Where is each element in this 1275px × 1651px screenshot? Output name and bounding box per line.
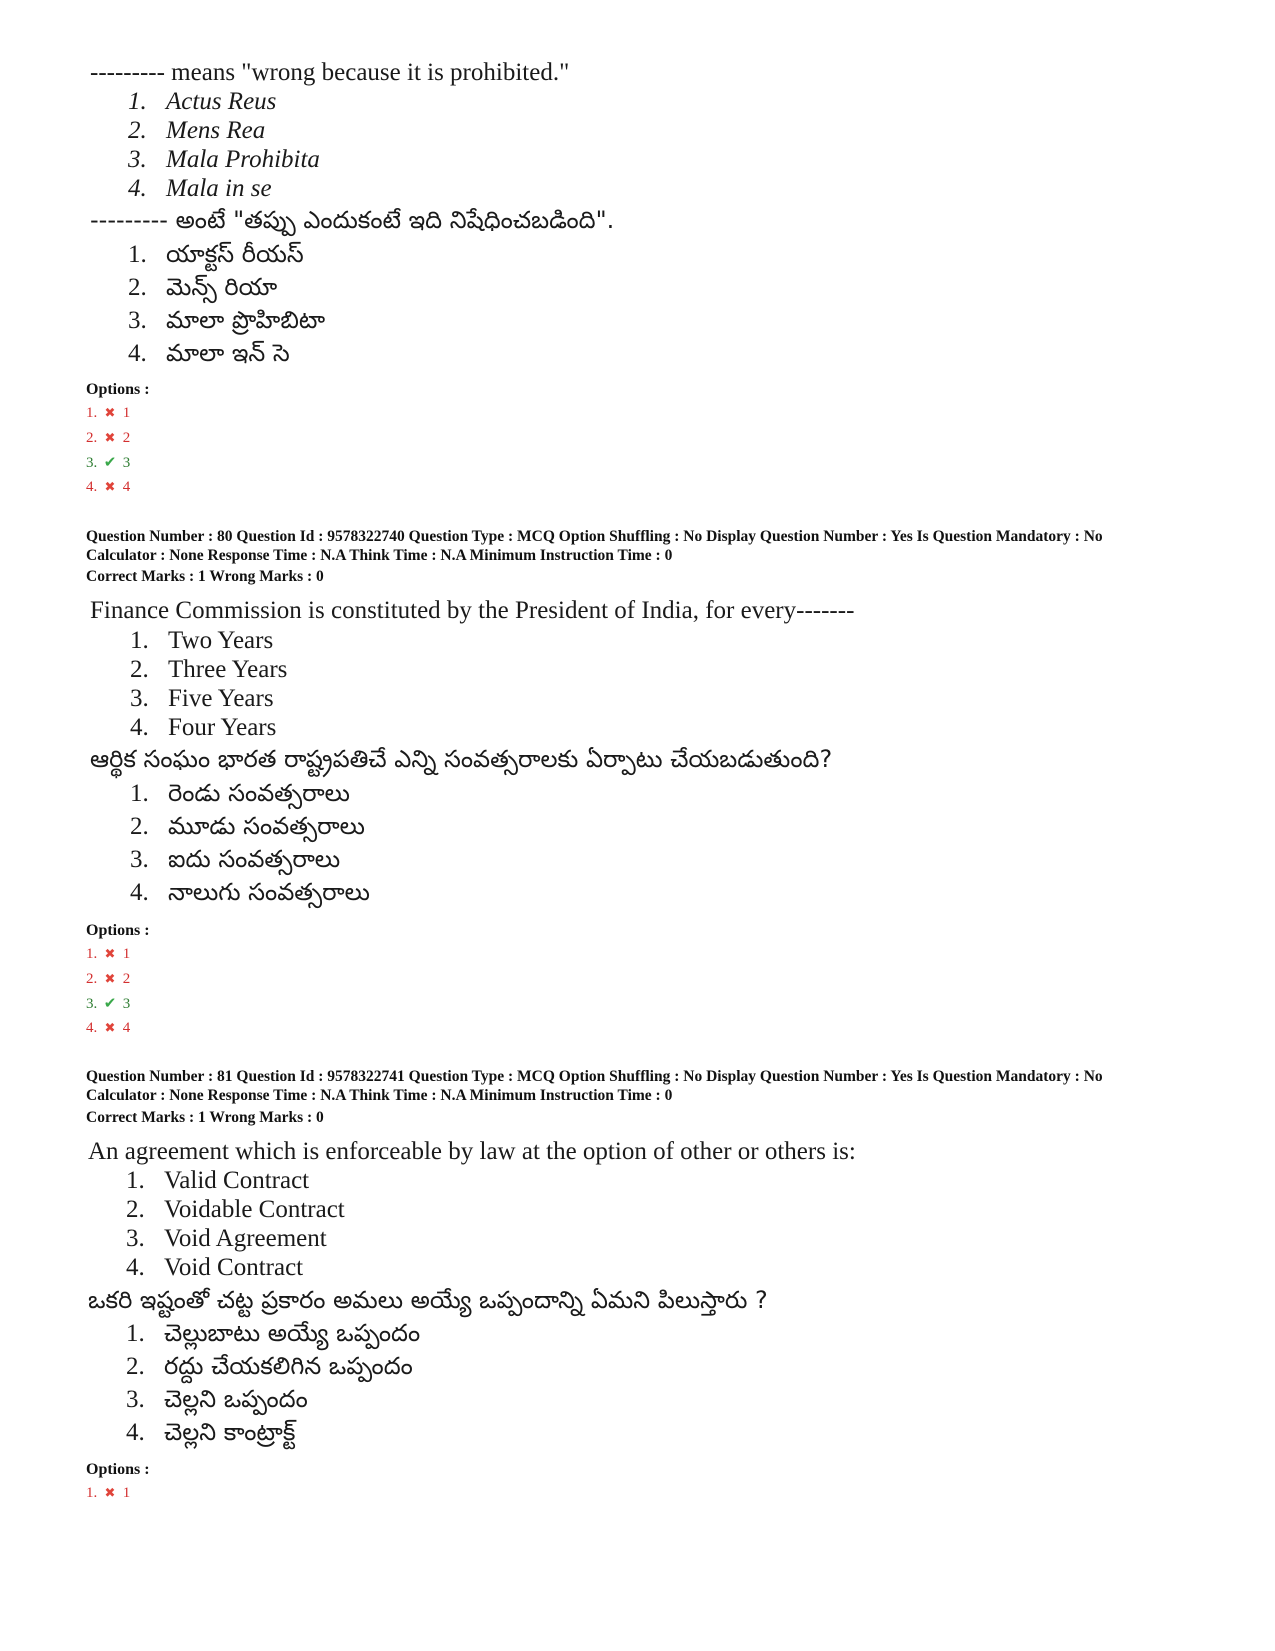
answer-option: 2. ✖ 2	[86, 967, 130, 992]
option-item: 4. Void Contract	[126, 1254, 304, 1281]
q80-telugu-question: ఆర్థిక సంఘం భారత రాష్ట్రపతిచే ఎన్ని సంవత్సరాలకు ఏర్పాటు చేయబడుతుంది?	[90, 745, 833, 773]
q81-telugu-options	[126, 1317, 420, 1449]
check-icon: ✔	[103, 994, 117, 1012]
option-item: 4. చెల్లని కాంట్రాక్ట్	[126, 1418, 296, 1446]
q79-answer-key	[86, 401, 130, 499]
answer-option: 3. ✔ 3	[86, 450, 130, 475]
option-item: 3. మాలా ప్రొహిబిటా	[128, 306, 326, 334]
q81-options-label: Options :	[86, 1461, 150, 1478]
option-item: 1. చెల్లుబాటు అయ్యే ఒప్పందం	[126, 1319, 421, 1347]
answer-option: 2. ✖ 2	[86, 426, 130, 451]
q81-english-options	[126, 1166, 345, 1282]
q80-english-question: Finance Commission is constituted by the President of India, for every-------	[90, 597, 855, 624]
answer-option: 1. ✖ 1	[86, 942, 130, 967]
option-item: 2. Mens Rea	[128, 117, 266, 144]
q79-telugu-options	[128, 238, 325, 370]
option-item: 3. Five Years	[130, 685, 274, 712]
q79-telugu-question: --------- అంటే "తప్పు ఎందుకంటే ఇది నిషేధించబడింది".	[90, 206, 615, 234]
cross-icon: ✖	[104, 1486, 116, 1501]
q80-telugu-options	[130, 777, 370, 909]
option-item: 2. రద్దు చేయకలిగిన ఒప్పందం	[126, 1352, 413, 1380]
q80-metadata: Question Number : 80 Question Id : 9578322740 Question Type : MCQ Option Shuffling : No Display Question Number : Yes Is Question Mandatory : No Calculator : None Response Time : N.A Think Time : N.A Minimum Instruction Time : 0	[86, 528, 1103, 564]
option-item: 4. Mala in se	[128, 175, 272, 202]
option-item: 1. Valid Contract	[126, 1167, 310, 1194]
q81-marks: Correct Marks : 1 Wrong Marks : 0	[86, 1109, 324, 1126]
answer-option: 4. ✖ 4	[86, 1016, 130, 1041]
q80-answer-key	[86, 942, 130, 1040]
q79-english-options	[128, 87, 320, 203]
cross-icon: ✖	[104, 406, 116, 421]
option-item: 3. Void Agreement	[126, 1225, 327, 1252]
q80-english-options	[130, 626, 287, 742]
q80-marks: Correct Marks : 1 Wrong Marks : 0	[86, 568, 324, 585]
q79-options-label: Options :	[86, 381, 150, 398]
option-item: 2. మెన్స్ రియా	[128, 273, 278, 301]
answer-option: 4. ✖ 4	[86, 475, 130, 500]
q81-metadata: Question Number : 81 Question Id : 9578322741 Question Type : MCQ Option Shuffling : No Display Question Number : Yes Is Question Mandatory : No Calculator : None Response Time : N.A Think Time : N.A Minimum Instruction Time : 0	[86, 1068, 1103, 1104]
option-item: 4. మాలా ఇన్ సె	[128, 339, 290, 367]
q81-telugu-question: ఒకరి ఇష్టంతో చట్ట ప్రకారం అమలు అయ్యే ఒప్పందాన్ని ఏమని పిలుస్తారు ?	[88, 1286, 768, 1314]
option-item: 3. చెల్లని ఒప్పందం	[126, 1385, 308, 1413]
option-item: 1. Actus Reus	[128, 88, 277, 115]
check-icon: ✔	[103, 453, 117, 471]
q81-english-question: An agreement which is enforceable by law at the option of other or others is:	[88, 1138, 856, 1165]
option-item: 3. Mala Prohibita	[128, 146, 320, 173]
answer-option: 3. ✔ 3	[86, 991, 130, 1016]
q80-options-label: Options :	[86, 922, 150, 939]
option-item: 4. నాలుగు సంవత్సరాలు	[130, 878, 370, 906]
q81-answer-key	[86, 1481, 130, 1506]
option-item: 1. Two Years	[130, 627, 274, 654]
option-item: 2. Three Years	[130, 656, 288, 683]
cross-icon: ✖	[104, 430, 116, 446]
answer-option: 1. ✖ 1	[86, 401, 130, 426]
answer-option: 1. ✖ 1	[86, 1481, 130, 1506]
cross-icon: ✖	[104, 947, 116, 962]
option-item: 4. Four Years	[130, 714, 277, 741]
option-item: 2. మూడు సంవత్సరాలు	[130, 812, 365, 840]
option-item: 2. Voidable Contract	[126, 1196, 345, 1223]
option-item: 3. ఐదు సంవత్సరాలు	[130, 845, 341, 873]
q79-english-question: --------- means "wrong because it is prohibited."	[90, 59, 570, 86]
cross-icon: ✖	[104, 479, 116, 495]
cross-icon: ✖	[104, 971, 116, 987]
cross-icon: ✖	[104, 1020, 116, 1036]
option-item: 1. యాక్టస్ రీయస్	[128, 240, 304, 268]
option-item: 1. రెండు సంవత్సరాలు	[130, 779, 350, 807]
